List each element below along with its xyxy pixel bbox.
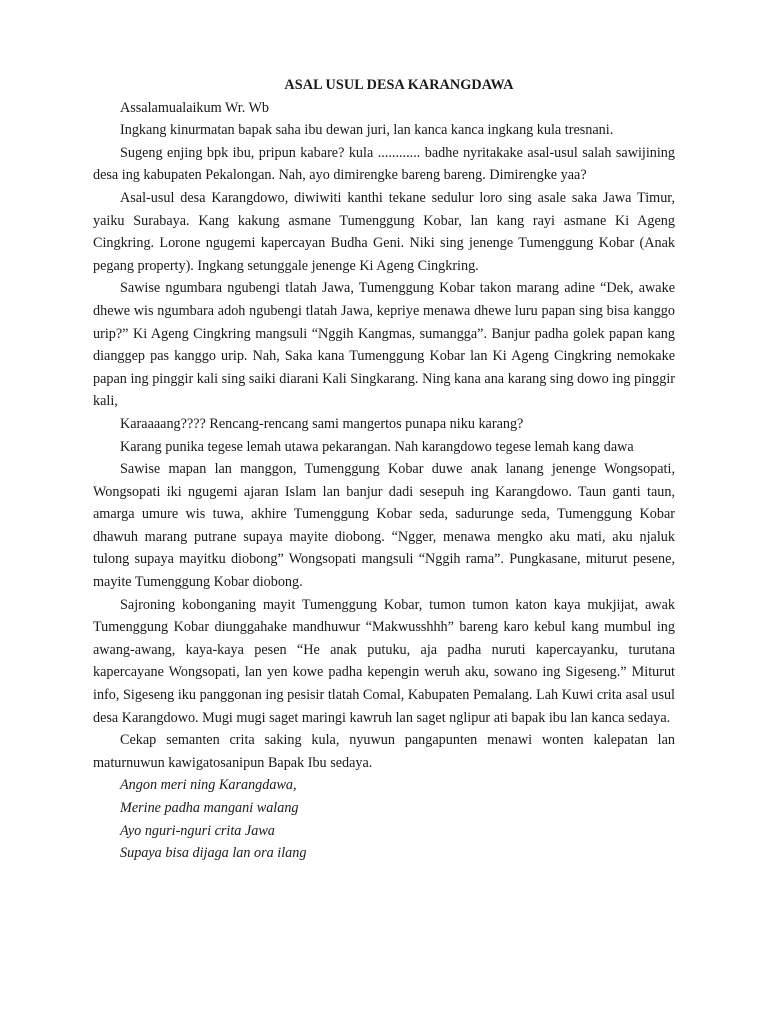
paragraph-karang-meaning: Karang punika tegese lemah utawa pekarangan. Nah karangdowo tegese lemah kang dawa	[120, 438, 634, 455]
paragraph-origin: Asal-usul desa Karangdowo, diwiwiti kanthi tekane sedulur loro sing asale saka Jawa Timur, yaiku Surabaya. Kang kakung asmane Tumenggung Kobar, lan kang rayi asmane Ki Ageng Cingkring. Lorone ngugemi kapercayan Budha Geni. Niki sing jenenge Tumenggung Kobar (Anak pegang property). Ingkang setunggale jenenge Ki Ageng Cingkring.	[93, 189, 675, 274]
paragraph-opening: Sugeng enjing bpk ibu, pripun kabare? kula ............ badhe nyritakake asal-usul salah sawijining desa ing kabupaten Pekalongan. Nah, ayo dimirengke bareng bareng. Dimirengke yaa?	[93, 144, 675, 184]
document-page	[93, 74, 675, 865]
paragraph-question: Karaaaang???? Rencang-rencang sami mangertos punapa niku karang?	[120, 415, 524, 432]
paragraph-closing: Cekap semanten crita saking kula, nyuwun pangapunten menawi wonten kalepatan lan maturnuwun kawigatosanipun Bapak Ibu sedaya.	[93, 732, 675, 771]
poem-line: Ayo nguri-nguri crita Jawa	[120, 822, 275, 839]
paragraph-miracle: Sajroning kobonganing mayit Tumenggung Kobar, tumon tumon katon kaya mukjijat, awak Tumenggung Kobar diunggahake mandhuwur “Makwusshhh” bareng karo kebul kang mumbul ing awang-awang, kaya-kaya pesen “He anak putuku, aja padha nuruti kapercayanku, turutana kapercayane Wongsopati, lan yen kowe padha kepengin weruh aku, sowano ing Sigeseng.” Miturut info, Sigeseng iku panggonan ing pesisir tlatah Comal, Kabupaten Pemalang. Lah Kuwi crita asal usul desa Karangdowo. Mugi mugi saget maringi kawruh lan saget nglipur ati bapak ibu lan kanca sedaya.	[93, 596, 675, 726]
poem-line: Supaya bisa dijaga lan ora ilang	[120, 845, 307, 862]
paragraph-wongsopati: Sawise mapan lan manggon, Tumenggung Kobar duwe anak lanang jenenge Wongsopati, Wongsopati iki ngugemi ajaran Islam lan banjur dadi sesepuh ing Karangdowo. Taun ganti taun, amarga umure wis tuwa, akhire Tumenggung Kobar seda, sadurunge seda, Tumenggung Kobar dhawuh marang putrane supaya mayite diobong. “Ngger, menawa mengko aku mati, aku njaluk tulong supaya mayitku diobong” Wongsopati mangsuli “Nggih rama”. Pungkasane, miturut pesene, mayite Tumenggung Kobar diobong.	[93, 461, 675, 591]
poem-line: Angon meri ning Karangdawa,	[120, 777, 297, 794]
document-title: ASAL USUL DESA KARANGDAWA	[284, 77, 514, 93]
paragraph-salutation: Ingkang kinurmatan bapak saha ibu dewan juri, lan kanca kanca ingkang kula tresnani.	[120, 122, 614, 139]
paragraph-wandering: Sawise ngumbara ngubengi tlatah Jawa, Tumenggung Kobar takon marang adine “Dek, awake dhewe wis ngumbara adoh ngubengi tlatah Jawa, kepriye menawa dhewe luru papan sing bisa kanggo urip?” Ki Ageng Cingkring mangsuli “Nggih Kangmas, sumangga”. Banjur padha golek papan kang dianggep pas kanggo urip. Nah, Saka kana Tumenggung Kobar lan Ki Ageng Cingkring nemokake papan ing pinggir kali sing saiki diarani Kali Singkarang. Ning kana ana karang sing dowo ing pinggir kali,	[93, 280, 675, 410]
poem-line: Merine padha mangani walang	[120, 800, 299, 816]
paragraph-greeting: Assalamualaikum Wr. Wb	[120, 99, 270, 116]
